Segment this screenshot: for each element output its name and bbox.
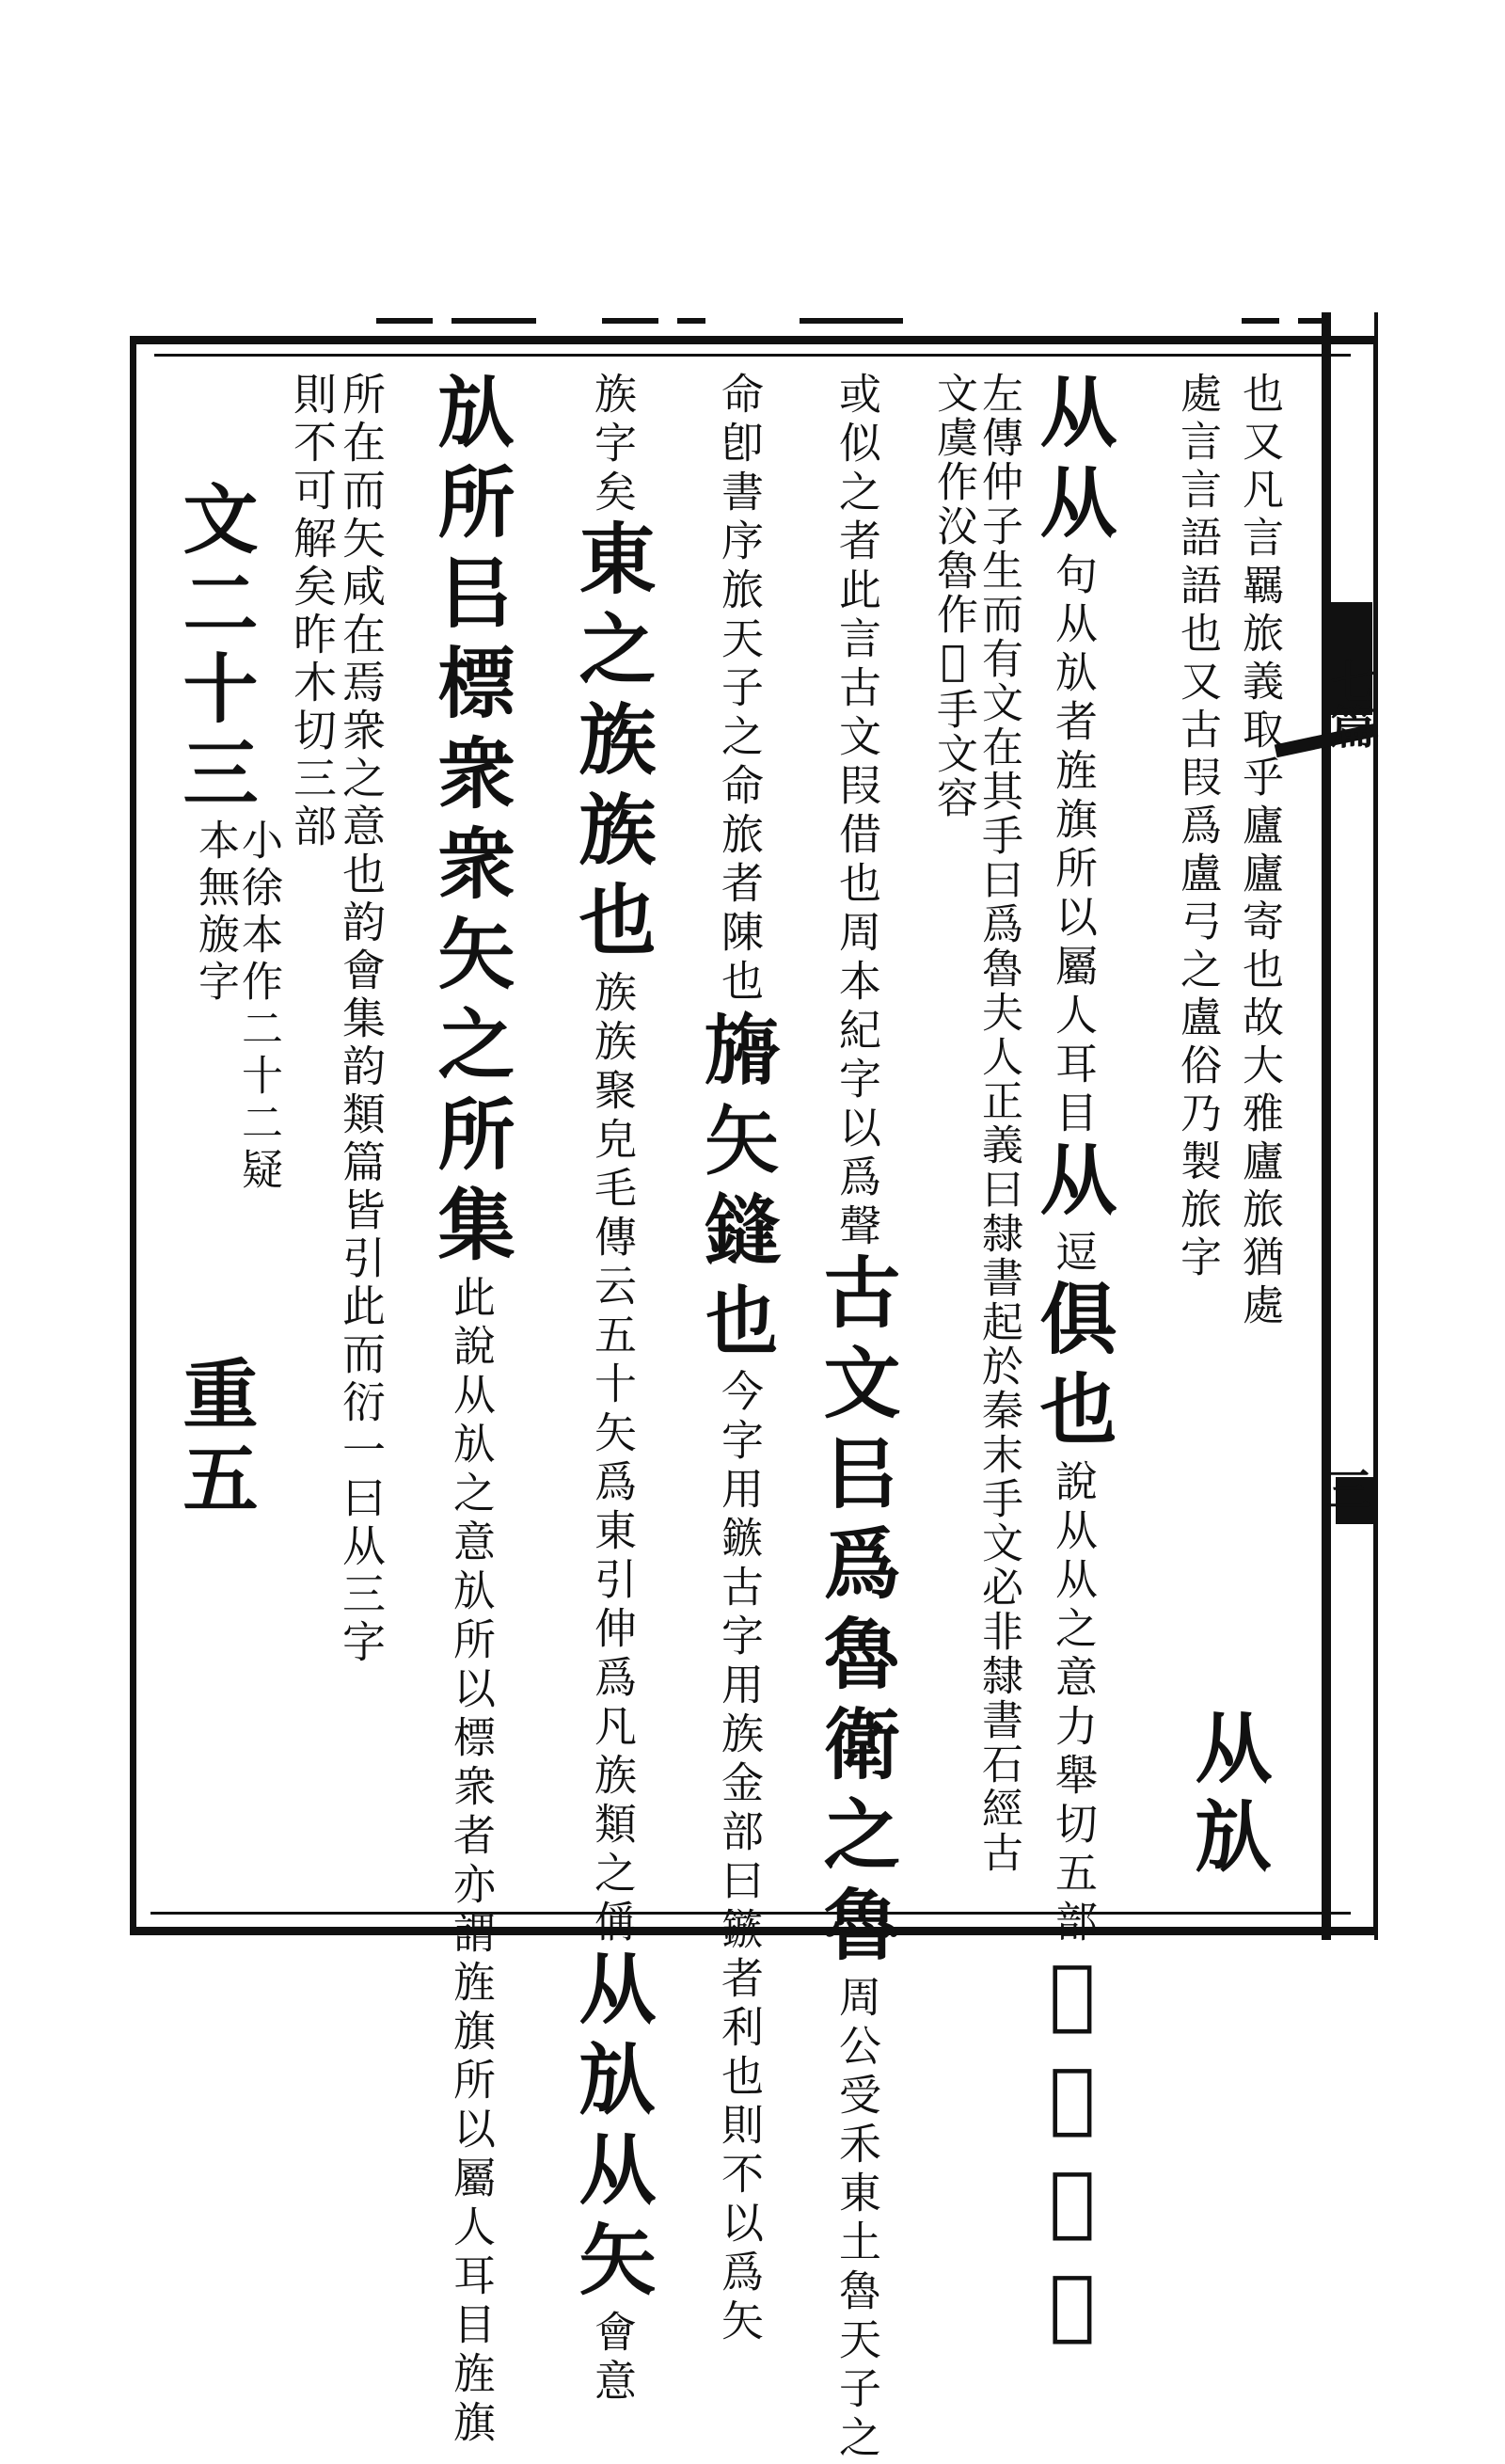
border-top-dash <box>602 318 658 324</box>
note-text: 句从㫃者旌旗所以屬人耳目 <box>1048 552 1098 1139</box>
note-text: 此說从㫃之意㫃所以標衆者亦謂旌旗所以屬人耳目旌旗 <box>446 1275 496 2449</box>
note-text: 逗 <box>1048 1230 1098 1279</box>
text-column-8 <box>282 372 386 1708</box>
frame-inner-rule <box>154 354 1351 357</box>
main-text: 从㫃从矢 <box>566 1948 657 2310</box>
note-text: 會意 <box>587 2310 637 2408</box>
text-column-2 <box>1025 372 1119 2362</box>
border-top-dash <box>677 318 705 324</box>
note-text: 所在而矢咸在焉衆之意也韵會集韵類篇皆引此而衍一曰从三字則不可解矣昨木切三部 <box>287 372 387 1667</box>
note-text: 族族聚皃毛傳云五十矢爲東引伸爲凡族類之偁 <box>587 970 637 1948</box>
main-heading-char: 从㫃 <box>1182 1708 1273 1884</box>
border-top-dash <box>376 318 433 324</box>
variant-count: 重五 <box>170 1355 259 1524</box>
border-top-dash <box>452 318 536 324</box>
volume-label: 七篇 <box>1323 659 1375 749</box>
text-column-7 <box>423 372 517 2449</box>
main-text: 𣃓古文旅 <box>1027 1948 1117 2362</box>
note-text: 說从从之意力舉切五部 <box>1048 1459 1098 1948</box>
text-column-6 <box>564 372 658 2408</box>
note-line-right: 也又凡言羈旅義取乎廬廬寄也故大雅廬旅猶處 <box>1235 372 1283 1331</box>
note-text: 左傳仲子生而有文在其手曰爲魯夫人正義曰隸書起於秦末手文必非隸書石經古文虞作㳇魯作𣃓手文容 <box>929 372 1022 1875</box>
note-text: 命卽書序旅天子之命旅者陳也 <box>714 372 764 1008</box>
main-text: 俱也 <box>1027 1279 1117 1459</box>
note-text: 周公受禾東土魯天子之 <box>832 1975 881 2464</box>
main-text: 从从 <box>1027 372 1117 552</box>
border-top-dash <box>800 318 903 324</box>
note-text: 族字矣 <box>587 372 637 518</box>
main-text: 从 <box>1027 1139 1117 1230</box>
tally-note: 小徐本作二十二疑本無旇字 <box>191 819 282 1195</box>
note-text: 或似之者此言古文叚借也周本紀字以爲聲 <box>832 372 881 1252</box>
border-top-dash <box>1242 318 1279 324</box>
text-column-1 <box>1133 372 1284 1915</box>
banxin-strip <box>1322 312 1378 1940</box>
text-column-3 <box>927 372 1021 1915</box>
leaf-number: 三 <box>1326 1464 1372 1517</box>
note-line-left: 處言言語語也又古叚爲盧弓之盧俗乃製旅字 <box>1173 372 1221 1283</box>
character-count: 文二十三 <box>170 480 259 819</box>
tally-column <box>169 480 282 1232</box>
note-text: 今字用鏃古字用族金部曰鏃者利也則不以爲矢 <box>714 1369 764 2347</box>
main-text: 古文㠯爲魯衛之魯 <box>811 1252 901 1975</box>
main-text: 東之族族也 <box>566 518 657 970</box>
main-text: 㫃所㠯標衆衆矢之所集 <box>425 372 515 1275</box>
main-text: 𣄘矢鏠也 <box>693 1008 784 1369</box>
text-column-5 <box>691 372 785 2347</box>
text-column-4 <box>809 372 903 2464</box>
